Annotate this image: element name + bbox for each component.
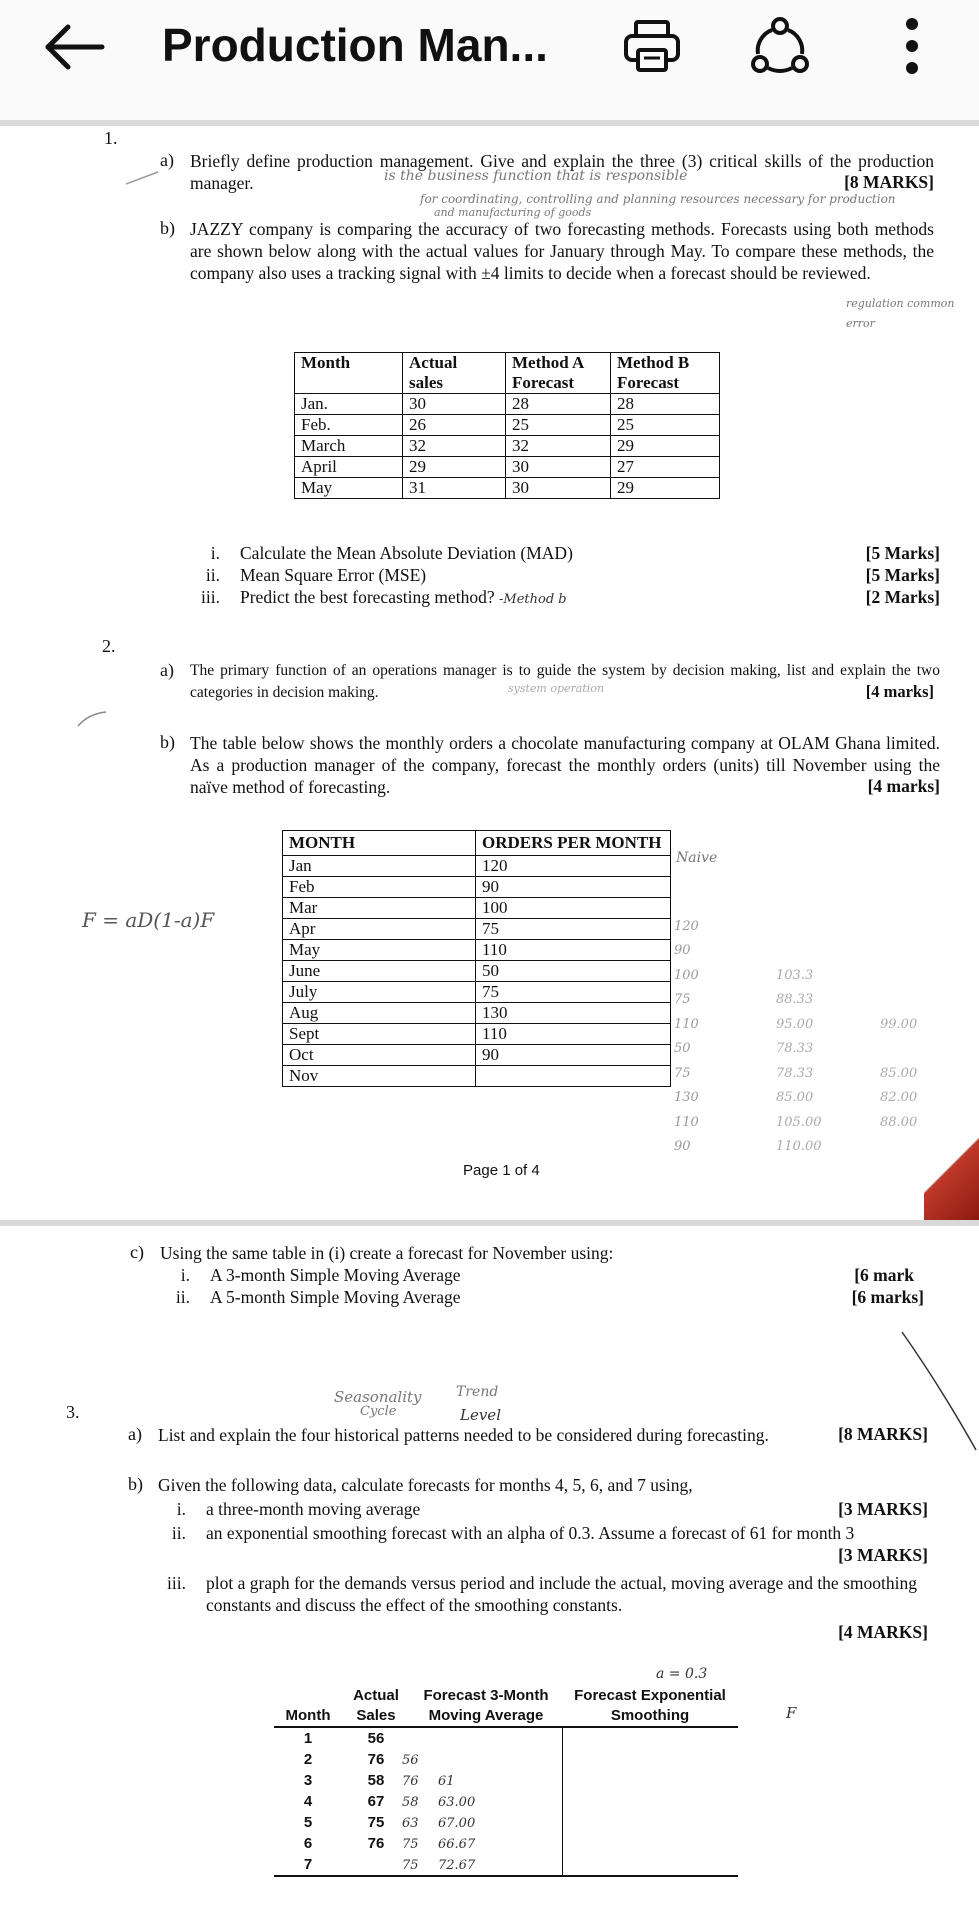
handwritten-value: 110 [674, 1016, 699, 1032]
cell: 130 [476, 1003, 671, 1024]
table-row [295, 457, 720, 478]
handwritten-value [776, 939, 822, 964]
cell: 76 [367, 1835, 385, 1852]
handwritten-value: 58 [402, 1795, 419, 1810]
handwritten-value [776, 890, 822, 915]
q1-sub-iii: iii. Predict the best forecasting method? -Method b [2 Marks] [201, 587, 940, 607]
handwritten-value: 78.33 [776, 1041, 814, 1056]
cell: 2 [303, 1751, 313, 1768]
question-1-number: 1. [104, 128, 118, 148]
cell: 56 [367, 1730, 385, 1747]
cell: Sept [283, 1024, 476, 1045]
cell: 58 [367, 1772, 385, 1789]
ma3-handwritten-values [402, 1729, 419, 1876]
table-row [283, 1045, 671, 1066]
cell: Jan. [295, 394, 403, 415]
table-row [283, 877, 671, 898]
header-method-b: Method B Forecast [611, 353, 720, 394]
q2a-marks: [4 marks] [865, 682, 934, 701]
table-row [274, 1854, 738, 1876]
q2c-label: c) [130, 1242, 144, 1262]
handwritten-value: 56 [402, 1753, 419, 1768]
header-exp-smoothing: Forecast Exponential Smoothing [562, 1686, 738, 1727]
cell: Aug [283, 1003, 476, 1024]
more-vertical-icon[interactable] [882, 14, 942, 78]
table-row [295, 394, 720, 415]
header-month: MONTH [283, 831, 476, 856]
naive-handwritten-column [674, 890, 699, 1160]
q3a-label: a) [128, 1424, 142, 1444]
cell: Feb [283, 877, 476, 898]
handwritten-value: 85.00 [776, 1090, 814, 1105]
cell: 1 [303, 1730, 313, 1747]
q3a-handwritten-note-1: Seasonality [334, 1388, 422, 1406]
share-icon[interactable] [748, 14, 812, 78]
cell: 29 [403, 457, 506, 478]
q3b-sub-iii: iii. plot a graph for the demands versus period and include the actual, moving average and the smoothing constants and discuss the effect of the smoothing constants. [167, 1573, 917, 1615]
table-row [295, 478, 720, 499]
tick-mark-icon [74, 710, 110, 730]
q3b-sub-ii: ii. an exponential smoothing forecast with an alpha of 0.3. Assume a forecast of 61 for month 3 [3 MARKS] [171, 1523, 928, 1565]
handwritten-value [674, 890, 699, 915]
table-row [274, 1812, 738, 1833]
cell: 28 [611, 394, 720, 415]
handwritten-value: 100 [674, 967, 699, 983]
handwritten-value: 88.33 [776, 992, 814, 1007]
table-header-row [295, 353, 720, 394]
table-row [274, 1770, 738, 1791]
page-number: Page 1 of 4 [463, 1162, 540, 1179]
q3b-text: Given the following data, calculate forecasts for months 4, 5, 6, and 7 using, [158, 1475, 693, 1495]
table-header-row [274, 1686, 738, 1727]
cell: Nov [283, 1066, 476, 1087]
q3a-handwritten-note-3: Cycle [360, 1404, 397, 1419]
tick-mark-icon [122, 168, 162, 188]
q2a-label: a) [160, 660, 174, 680]
cell: Mar [283, 898, 476, 919]
cell: 7 [274, 1854, 342, 1876]
handwritten-value: 75 [402, 1837, 419, 1852]
table-row [283, 1024, 671, 1045]
cell: July [283, 982, 476, 1003]
exp-handwritten-values [438, 1729, 475, 1876]
cell: 25 [611, 415, 720, 436]
handwritten-value: 85.00 [880, 1065, 918, 1081]
cell: 31 [403, 478, 506, 499]
table-row [274, 1749, 738, 1770]
q2-orders-table [282, 830, 671, 1087]
ma3-handwritten-column [776, 890, 822, 1160]
q1a-marks: [8 MARKS] [844, 172, 934, 192]
handwritten-value [402, 1729, 419, 1750]
handwritten-value: 75 [674, 1065, 691, 1081]
cell [410, 1727, 562, 1749]
app-bar [0, 0, 979, 120]
handwritten-value: 72.67 [438, 1858, 476, 1873]
question-2-number: 2. [102, 636, 116, 656]
handwritten-value: 88.00 [880, 1114, 918, 1130]
table-row [283, 940, 671, 961]
q2b-label: b) [160, 732, 175, 752]
handwritten-value [880, 890, 917, 915]
cell: 75 [367, 1814, 385, 1831]
cell: Apr [283, 919, 476, 940]
handwritten-value [438, 1729, 475, 1750]
q1a-handwritten-note-2: for coordinating, controlling and planning resources necessary for production [420, 192, 896, 206]
print-icon[interactable] [620, 14, 684, 78]
cell: 29 [611, 478, 720, 499]
cell: 28 [506, 394, 611, 415]
table-row [274, 1791, 738, 1812]
header-method-a: Method A Forecast [506, 353, 611, 394]
handwritten-value [880, 1135, 917, 1160]
table-row [295, 415, 720, 436]
cell: 120 [476, 856, 671, 877]
handwritten-value [880, 1037, 917, 1062]
cell: 50 [476, 961, 671, 982]
cell: 5 [303, 1814, 313, 1831]
table-row [295, 436, 720, 457]
table-row [283, 1003, 671, 1024]
cell [410, 1770, 562, 1791]
q1a-handwritten-note: is the business function that is responsible [384, 168, 688, 184]
handwritten-value: 130 [674, 1090, 699, 1105]
table-header-row [283, 831, 671, 856]
table-row [283, 961, 671, 982]
q1b-label: b) [160, 218, 175, 238]
cell [562, 1833, 738, 1854]
q1b-handwritten-note: regulation common error [846, 297, 955, 330]
header-actual: Actual sales [403, 353, 506, 394]
q2a-handwritten-note: system operation [508, 682, 604, 695]
handwritten-value [880, 988, 917, 1013]
cell: 25 [506, 415, 611, 436]
cell: 110 [476, 1024, 671, 1045]
f-handwritten-note: F [786, 1704, 797, 1722]
header-actual-sales: Actual Sales [342, 1686, 410, 1727]
cell: March [295, 436, 403, 457]
cell [410, 1749, 562, 1770]
cell: April [295, 457, 403, 478]
handwritten-value: 75 [674, 992, 691, 1007]
q3a-handwritten-note-4: Level [460, 1406, 501, 1424]
handwritten-value: 90 [674, 943, 691, 958]
q2c-text: Using the same table in (i) create a forecast for November using: [160, 1243, 614, 1263]
handwritten-value: 50 [674, 1041, 691, 1056]
cell: 67 [367, 1793, 385, 1810]
cell: 29 [611, 436, 720, 457]
table-row [283, 919, 671, 940]
q1a-text: Briefly define production management. Give and explain the three (3) critical skills of the production manager. [190, 151, 934, 193]
cell: 30 [403, 394, 506, 415]
handwritten-value: 66.67 [438, 1837, 476, 1852]
handwritten-value [776, 915, 822, 940]
handwritten-value: 67.00 [438, 1816, 476, 1831]
cell [562, 1791, 738, 1812]
header-orders: ORDERS PER MONTH [476, 831, 671, 856]
q3a-handwritten-note-2: Trend [456, 1384, 499, 1400]
q2a-text: The primary function of an operations manager is to guide the system by decision making, list and explain the two categories in decision making. [190, 662, 940, 701]
cell: 30 [506, 457, 611, 478]
cell: Oct [283, 1045, 476, 1066]
handwritten-value [438, 1750, 475, 1771]
q3b-sub-iii-marks: [4 MARKS] [838, 1622, 928, 1642]
arrow-left-icon[interactable] [40, 22, 110, 72]
cell: 100 [476, 898, 671, 919]
handwritten-value: 63 [402, 1816, 419, 1831]
cell: May [295, 478, 403, 499]
handwritten-value: 63.00 [438, 1795, 476, 1810]
cell [562, 1770, 738, 1791]
q3b-sub-i: i. a three-month moving average [3 MARKS] [176, 1499, 928, 1519]
q1a-label: a) [160, 150, 174, 170]
handwritten-value: 99.00 [880, 1016, 918, 1032]
document-page-1 [0, 126, 979, 1220]
cell [562, 1727, 738, 1749]
header-ma3: Forecast 3-Month Moving Average [410, 1686, 562, 1727]
cell: 3 [303, 1772, 313, 1789]
cell: 75 [476, 919, 671, 940]
cell [410, 1854, 562, 1876]
cell [410, 1791, 562, 1812]
cell: June [283, 961, 476, 982]
handwritten-value: 110 [674, 1114, 699, 1130]
alpha-handwritten-note: a = 0.3 [656, 1666, 708, 1682]
q3a-text: List and explain the four historical patterns needed to be considered during forecasting. [158, 1425, 769, 1445]
cell: 26 [403, 415, 506, 436]
q1-forecast-table [294, 352, 720, 499]
formula-handwritten-note: F = aD(1-a)F [82, 908, 215, 932]
cell: Jan [283, 856, 476, 877]
cell: 110 [476, 940, 671, 961]
q2c-sub-i: i. A 3-month Simple Moving Average [6 mark [180, 1265, 914, 1285]
cell: 90 [476, 1045, 671, 1066]
cell: 4 [303, 1793, 313, 1810]
cell [562, 1749, 738, 1770]
handwritten-value [880, 915, 917, 940]
document-title: Production Man... [162, 19, 548, 71]
q2b-marks: [4 marks] [867, 776, 940, 796]
cell [562, 1812, 738, 1833]
table-row [274, 1833, 738, 1854]
pen-stroke-mark [900, 1326, 979, 1456]
handwritten-value: 103.3 [776, 967, 814, 983]
naive-handwritten-label: Naive [676, 850, 718, 866]
cell: 90 [476, 877, 671, 898]
handwritten-value: 120 [674, 918, 699, 934]
q1-sub-ii: ii. Mean Square Error (MSE) [5 Marks] [205, 565, 940, 585]
header-month: Month [274, 1686, 342, 1727]
ma5-handwritten-column [880, 890, 917, 1160]
document-page-2 [0, 1226, 979, 1920]
table-row [283, 1066, 671, 1087]
handwritten-value: 75 [402, 1858, 419, 1873]
table-row [274, 1727, 738, 1749]
header-month: Month [295, 353, 403, 394]
handwritten-value [880, 964, 917, 989]
cell: 30 [506, 478, 611, 499]
q3-sales-table [274, 1686, 738, 1877]
cell [410, 1833, 562, 1854]
q1a-handwritten-note-3: and manufacturing of goods [434, 206, 592, 219]
handwritten-value: 76 [402, 1774, 419, 1789]
cell: 32 [506, 436, 611, 457]
cell [342, 1854, 410, 1876]
handwritten-value: 95.00 [776, 1016, 814, 1032]
handwritten-value: 110.00 [776, 1139, 822, 1154]
cell [476, 1066, 671, 1087]
handwritten-value: 61 [438, 1774, 455, 1789]
cell: 32 [403, 436, 506, 457]
handwritten-value: 78.33 [776, 1065, 814, 1081]
q3b-label: b) [128, 1474, 143, 1494]
table-row [283, 982, 671, 1003]
cell: 75 [476, 982, 671, 1003]
cell: May [283, 940, 476, 961]
q1b-text: JAZZY company is comparing the accuracy of two forecasting methods. Forecasts using both methods are shown below along with the actual values for January through May. To compare these methods, the company also uses a tracking signal with ±4 limits to decide when a forecast should be reviewed. [190, 219, 934, 283]
q2b-text: The table below shows the monthly orders a chocolate manufacturing company at OLAM Ghana limited. As a production manager of the company, forecast the monthly orders (units) till November using the naïve method of forecasting. [190, 733, 940, 797]
handwritten-value: 90 [674, 1139, 691, 1154]
q3a-marks: [8 MARKS] [838, 1424, 928, 1444]
table-row [283, 856, 671, 877]
cell: 27 [611, 457, 720, 478]
q2c-sub-ii: ii. A 5-month Simple Moving Average [6 marks] [175, 1287, 924, 1307]
cell: Feb. [295, 415, 403, 436]
q1-sub-i: i. Calculate the Mean Absolute Deviation (MAD) [5 Marks] [210, 543, 940, 563]
page-corner-mark [924, 1136, 979, 1220]
cell [410, 1812, 562, 1833]
handwritten-value: 82.00 [880, 1090, 918, 1105]
question-3-number: 3. [66, 1402, 80, 1422]
cell [562, 1854, 738, 1876]
cell: 6 [303, 1835, 313, 1852]
table-row [283, 898, 671, 919]
handwritten-value: 105.00 [776, 1114, 822, 1130]
handwritten-value [880, 939, 917, 964]
cell: 76 [367, 1751, 385, 1768]
